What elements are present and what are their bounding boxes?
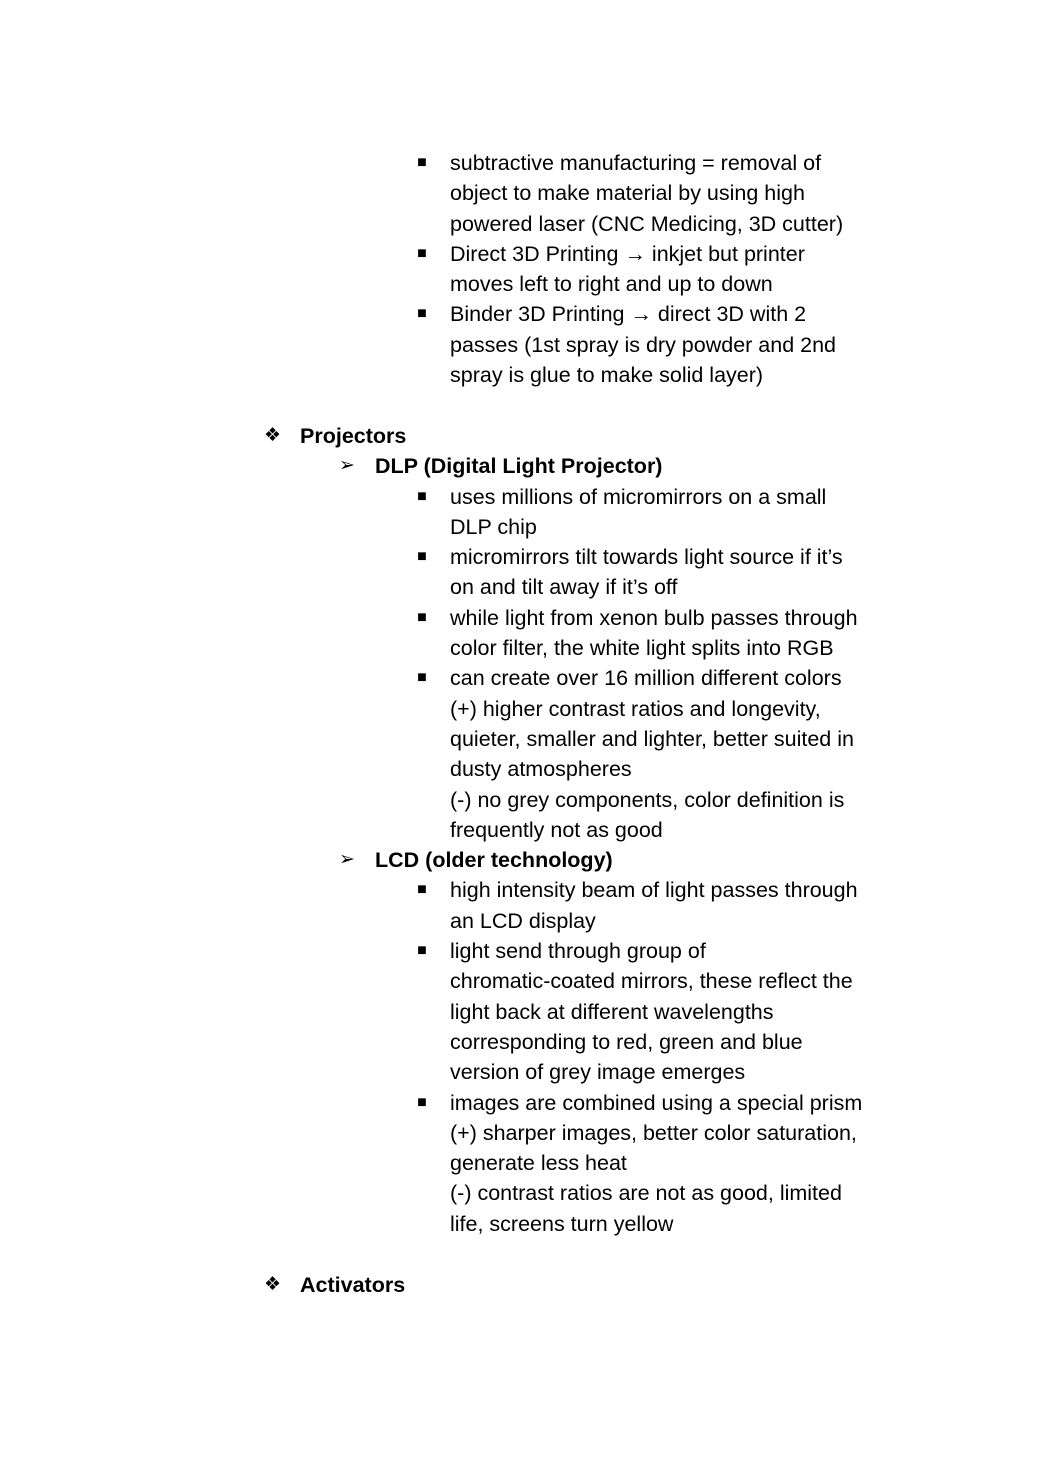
activators-heading: Activators xyxy=(300,1273,406,1297)
activators-section xyxy=(0,1270,1040,1300)
intro-list xyxy=(0,148,1040,390)
arrowhead-bullet-icon: ➢ xyxy=(339,849,355,871)
dlp-heading: DLP (Digital Light Projector) xyxy=(375,454,663,479)
section-heading-row xyxy=(0,421,1040,451)
lcd-pros-text: (+) sharper images, better color saturation, generate less heat xyxy=(450,1120,857,1176)
list-item xyxy=(0,148,1040,239)
cons-note xyxy=(0,1178,1040,1239)
list-item xyxy=(0,482,1040,543)
section-heading-row xyxy=(0,1270,1040,1300)
pros-note xyxy=(0,694,1040,785)
dlp-pros-text: (+) higher contrast ratios and longevity, quieter, smaller and lighter, better suited in dusty atmospheres xyxy=(450,696,854,782)
list-item-text: can create over 16 million different colors xyxy=(450,666,842,691)
list-item-text: high intensity beam of light passes through an LCD display xyxy=(450,878,858,933)
subsection-heading-row xyxy=(0,451,1040,481)
square-bullet-icon: ■ xyxy=(417,487,427,505)
list-item-text: while light from xenon bulb passes through color filter, the white light splits into RGB xyxy=(450,605,858,661)
list-item-text: Binder 3D Printing → direct 3D with 2 passes (1st spray is dry powder and 2nd spray is glue to make solid layer) xyxy=(450,302,837,388)
pros-note xyxy=(0,1118,1040,1179)
list-item xyxy=(0,936,1040,1087)
square-bullet-icon: ■ xyxy=(417,244,427,262)
lcd-cons-text: (-) contrast ratios are not as good, limited life, screens turn yellow xyxy=(450,1181,842,1236)
lcd-heading: LCD (older technology) xyxy=(375,848,613,873)
list-item xyxy=(0,542,1040,603)
projectors-section xyxy=(0,421,1040,1239)
list-item-text: subtractive manufacturing = removal of object to make material by using high powered laser (CNC Medicing, 3D cutter) xyxy=(450,151,844,236)
square-bullet-icon: ■ xyxy=(417,942,427,960)
list-item xyxy=(0,603,1040,664)
list-item xyxy=(0,1088,1040,1118)
four-diamond-bullet-icon: ❖ xyxy=(264,1274,282,1295)
four-diamond-bullet-icon: ❖ xyxy=(264,425,282,446)
square-bullet-icon: ■ xyxy=(417,305,427,323)
square-bullet-icon: ■ xyxy=(417,881,427,899)
arrowhead-bullet-icon: ➢ xyxy=(339,455,355,477)
list-item-text: images are combined using a special prism xyxy=(450,1090,863,1115)
list-item xyxy=(0,875,1040,936)
square-bullet-icon: ■ xyxy=(417,548,427,566)
list-item-text: uses millions of micromirrors on a small DLP chip xyxy=(450,484,827,539)
cons-note xyxy=(0,785,1040,846)
list-item xyxy=(0,663,1040,693)
projectors-heading: Projectors xyxy=(300,424,407,448)
square-bullet-icon: ■ xyxy=(417,154,427,171)
square-bullet-icon: ■ xyxy=(417,669,427,687)
list-item-text: micromirrors tilt towards light source if it’s on and tilt away if it’s off xyxy=(450,545,843,600)
list-item xyxy=(0,239,1040,300)
list-item xyxy=(0,299,1040,390)
square-bullet-icon: ■ xyxy=(417,1093,427,1111)
list-item-text: Direct 3D Printing → inkjet but printer moves left to right and up to down xyxy=(450,241,805,297)
list-item-text: light send through group of chromatic-coated mirrors, these reflect the light back at different wavelengths corresponding to red, green and blue version of grey image emerges xyxy=(450,939,853,1085)
subsection-heading-row xyxy=(0,845,1040,875)
dlp-cons-text: (-) no grey components, color definition is frequently not as good xyxy=(450,787,845,842)
square-bullet-icon: ■ xyxy=(417,608,427,626)
